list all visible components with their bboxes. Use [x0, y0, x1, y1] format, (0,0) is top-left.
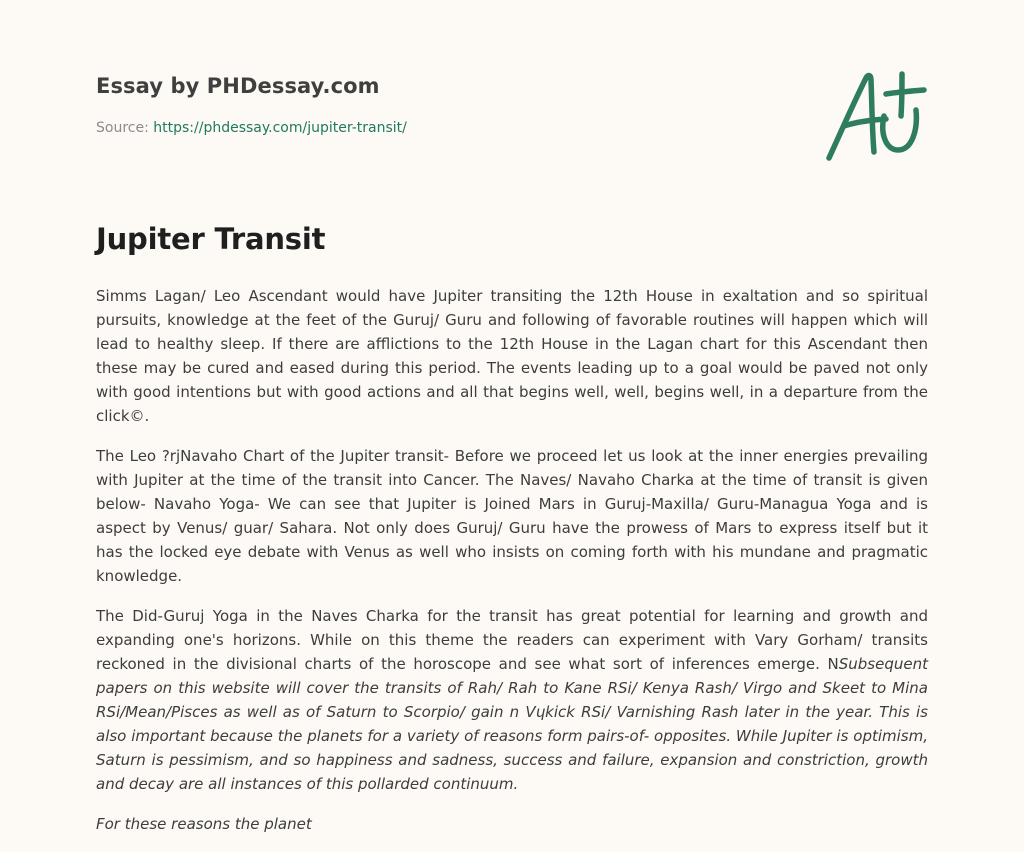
- source-label: Source:: [96, 120, 154, 136]
- paragraph-4: For these reasons the planet: [96, 815, 312, 833]
- source-line: [96, 120, 796, 136]
- paragraph-3-normal: The Did-Guruj Yoga in the Naves Charka for the transit has great potential for learning and growth and expanding one's horizons. While on this theme the readers can experiment with Vary Gorham/ transits reckoned in the divisional charts of the horoscope and see what sort of inferences emerge. N: [96, 607, 928, 673]
- essay-title: Jupiter Transit: [96, 222, 326, 256]
- paragraph-2: The Leo ?rjNavaho Chart of the Jupiter transit- Before we proceed let us look at the inner energies prevailing with Jupiter at the time of the transit into Cancer. The Naves/ Navaho Charka at the time of transit is given below- Navaho Yoga- We can see that Jupiter is Joined Mars in Guruj-Maxilla/ Guru-Managua Yoga and is aspect by Venus/ guar/ Sahara. Not only does Guruj/ Guru have the prowess of Mars to express itself but it has the locked eye debate with Venus as well who insists on coming forth with his mundane and pragmatic knowledge.: [96, 447, 928, 585]
- a-plus-logo-icon: [820, 64, 932, 168]
- paragraph-3: [96, 604, 928, 796]
- page-header: [96, 74, 796, 136]
- paragraph-3-italic: Subsequent papers on this website will cover the transits of Rah/ Rah to Kane RSi/ Kenya Rash/ Virgo and Skeet to Mina RSi/Mean/Pisces as well as of Saturn to Scorpio/ gain n Vɥkick RSi/ Varnishing Rash later in the year. This is also important because the planets for a variety of reasons form pairs-of- opposites. While Jupiter is optimism, Saturn is pessimism, and so happiness and sadness, success and failure, expansion and constriction, growth and decay are all instances of this pollarded continuum.: [96, 655, 928, 793]
- essay-body: [96, 284, 928, 852]
- paragraph-1: Simms Lagan/ Leo Ascendant would have Jupiter transiting the 12th House in exaltation and so spiritual pursuits, knowledge at the feet of the Guruj/ Guru and following of favorable routines will happen which will lead to healthy sleep. If there are afflictions to the 12th House in the Lagan chart for this Ascendant then these may be cured and eased during this period. The events leading up to a goal would be paved not only with good intentions but with good actions and all that begins well, well, begins well, in a departure from the click©.: [96, 287, 928, 425]
- source-link[interactable]: https://phdessay.com/jupiter-transit/: [153, 120, 407, 136]
- site-brand: Essay by PHDessay.com: [96, 74, 380, 98]
